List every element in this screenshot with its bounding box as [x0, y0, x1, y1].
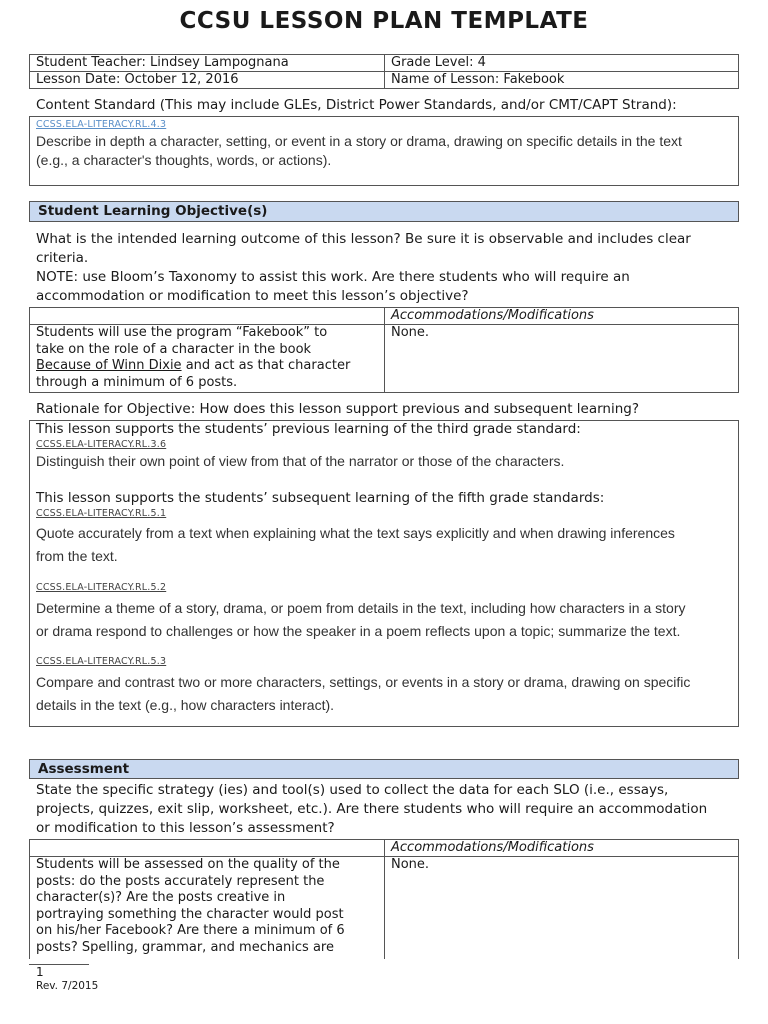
standard-code-link[interactable]: CCSS.ELA-LITERACY.RL.4.3 [36, 119, 167, 130]
assessment-prompt-line2: projects, quizzes, exit slip, worksheet, etc.). Are there students who will require an accommodation [36, 801, 708, 817]
slo-objective-line2: take on the role of a character in the book [36, 342, 312, 357]
prev-intro: This lesson supports the students’ previous learning of the third grade standard: [36, 421, 581, 437]
next-intro: This lesson supports the students’ subsequent learning of the fifth grade standards: [36, 490, 605, 506]
assessment-accom-header: Accommodations/Modifications [391, 840, 594, 855]
slo-accom-value: None. [391, 325, 430, 340]
std3-line2: details in the text (e.g., how characters interact). [36, 697, 335, 713]
slo-prompt-line2: criteria. [36, 250, 89, 266]
std3-line1: Compare and contrast two or more characters, settings, or events in a story or drama, drawing on specific [36, 674, 691, 690]
assessment-heading: Assessment [29, 759, 739, 779]
std2-line2: or drama respond to challenges or how the speaker in a poem reflects upon a topic; summarize the text. [36, 623, 681, 639]
slo-objective-line3-rest: and act as that character [181, 358, 351, 373]
content-standard-label: Content Standard (This may include GLEs, District Power Standards, and/or CMT/CAPT Strand): [36, 97, 677, 113]
std3-code[interactable]: CCSS.ELA-LITERACY.RL.5.3 [36, 656, 167, 667]
page-title: CCSU LESSON PLAN TEMPLATE [179, 8, 589, 34]
std1-line1: Quote accurately from a text when explaining what the text says explicitly and when drawing inferences [36, 525, 675, 541]
page-number: 1 [36, 965, 44, 979]
assessment-body-line5: on his/her Facebook? Are there a minimum of 6 [36, 923, 345, 938]
std2-line1: Determine a theme of a story, drama, or poem from details in the text, including how characters in a story [36, 600, 686, 616]
assessment-prompt-line3: or modification to this lesson’s assessment? [36, 820, 335, 836]
assessment-body-line2: posts: do the posts accurately represent the [36, 874, 325, 889]
prev-standard-text: Distinguish their own point of view from that of the narrator or those of the characters. [36, 453, 565, 469]
slo-objective-line1: Students will use the program “Fakebook” to [36, 325, 328, 340]
assessment-prompt-line1: State the specific strategy (ies) and tool(s) used to collect the data for each SLO (i.e., essays, [36, 782, 669, 798]
standard-text-line1: Describe in depth a character, setting, or event in a story or drama, drawing on specific details in the text [36, 133, 682, 149]
slo-note-line1: NOTE: use Bloom’s Taxonomy to assist this work. Are there students who will require an [36, 269, 630, 285]
prev-standard-code[interactable]: CCSS.ELA-LITERACY.RL.3.6 [36, 439, 167, 450]
assessment-accom-value: None. [391, 857, 430, 872]
std2-code[interactable]: CCSS.ELA-LITERACY.RL.5.2 [36, 582, 167, 593]
grade-level: Grade Level: 4 [391, 55, 486, 70]
student-teacher: Student Teacher: Lindsey Lampognana [36, 55, 289, 70]
lesson-date: Lesson Date: October 12, 2016 [36, 72, 239, 87]
slo-heading: Student Learning Objective(s) [29, 201, 739, 222]
revision-date: Rev. 7/2015 [36, 980, 99, 992]
book-title: Because of Winn Dixie [36, 358, 182, 373]
slo-note-line2: accommodation or modification to meet this lesson’s objective? [36, 288, 469, 304]
assessment-body-line1: Students will be assessed on the quality of the [36, 857, 340, 872]
slo-objective-line3 [36, 358, 350, 374]
slo-prompt-line1: What is the intended learning outcome of this lesson? Be sure it is observable and includes clear [36, 231, 691, 247]
assessment-body-line3: character(s)? Are the posts creative in [36, 890, 286, 905]
std1-line2: from the text. [36, 548, 118, 564]
lesson-name: Name of Lesson: Fakebook [391, 72, 565, 87]
assessment-body-line6: posts? Spelling, grammar, and mechanics are [36, 940, 334, 955]
slo-objective-line4: through a minimum of 6 posts. [36, 375, 238, 390]
standard-text-line2: (e.g., a character's thoughts, words, or actions). [36, 152, 332, 168]
std1-code[interactable]: CCSS.ELA-LITERACY.RL.5.1 [36, 508, 167, 519]
slo-accom-header: Accommodations/Modifications [391, 308, 594, 323]
assessment-body-line4: portraying something the character would post [36, 907, 344, 922]
rationale-label: Rationale for Objective: How does this lesson support previous and subsequent learning? [36, 401, 640, 417]
